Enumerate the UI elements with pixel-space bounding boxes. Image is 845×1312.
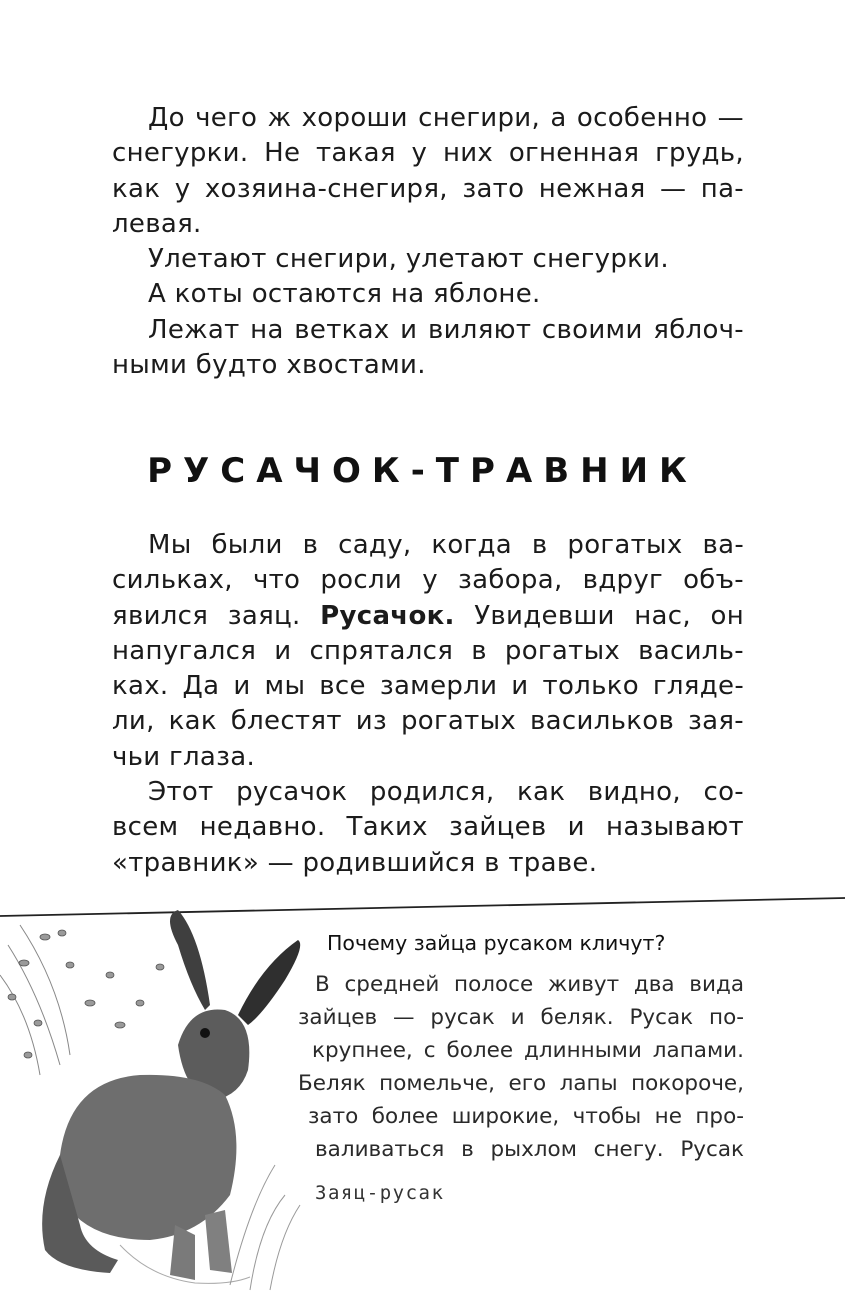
- story-snegiri-text: [112, 101, 744, 383]
- aside-line: валиваться в рыхлом снегу. Русак: [315, 1137, 744, 1162]
- text-line: левая.: [112, 208, 202, 239]
- text-line: всем недавно. Таких зайцев и называют: [112, 812, 744, 843]
- plant-decoration: [0, 925, 164, 1075]
- text-line: напугался и спрятался в рогатых василь-: [112, 635, 744, 666]
- text-line: А коты остаются на яблоне.: [148, 279, 541, 310]
- text-line: «травник» — родившийся в траве.: [112, 847, 598, 878]
- text-line: сильках, что росли у забора, вдруг объ-: [112, 565, 744, 596]
- text-line: чьи глаза.: [112, 741, 256, 772]
- hare-body: [42, 910, 300, 1283]
- text-line: Мы были в саду, когда в рогатых ва-: [148, 530, 744, 560]
- aside-line: Беляк помельче, его лапы покороче,: [298, 1071, 744, 1096]
- text-line: Улетают снегири, улетают снегурки.: [148, 244, 669, 275]
- text-line: Этот русачок родился, как видно, со-: [148, 777, 744, 808]
- text-line: Лежат на ветках и виляют своими яблоч-: [148, 314, 744, 345]
- text-span: Увидевши нас, он: [454, 600, 744, 631]
- text-line: [112, 599, 744, 634]
- text-line: снегурки. Не такая у них огненная грудь,: [112, 138, 744, 169]
- bold-term: Русачок.: [320, 600, 455, 631]
- story-title: РУСАЧОК-ТРАВНИК: [147, 451, 698, 491]
- aside-question-title: Почему зайца русаком кличут?: [327, 931, 666, 955]
- illustration-caption: Заяц-русак: [315, 1182, 445, 1204]
- text-line: ными будто хвостами.: [112, 350, 426, 381]
- story-rusachok-text: [112, 528, 744, 881]
- aside-line: крупнее, с более длинными лапами.: [312, 1038, 744, 1063]
- text-line: ках. Да и мы все замерли и только гляде-: [112, 671, 744, 702]
- text-line: как у хозяина-снегиря, зато нежная — па-: [112, 173, 744, 204]
- text-line: ли, как блестят из рогатых васильков зая-: [112, 706, 744, 737]
- aside-line: зайцев — русак и беляк. Русак по-: [298, 1005, 744, 1030]
- text-line: До чего ж хороши снегири, а особенно —: [148, 103, 744, 133]
- aside-text: [298, 968, 744, 1166]
- aside-line: зато более широкие, чтобы не про-: [308, 1104, 744, 1129]
- text-span: явился заяц.: [112, 600, 321, 631]
- hare-illustration: [0, 905, 310, 1312]
- grass-decoration: [230, 1165, 300, 1290]
- aside-line: В средней полосе живут два вида: [315, 972, 744, 997]
